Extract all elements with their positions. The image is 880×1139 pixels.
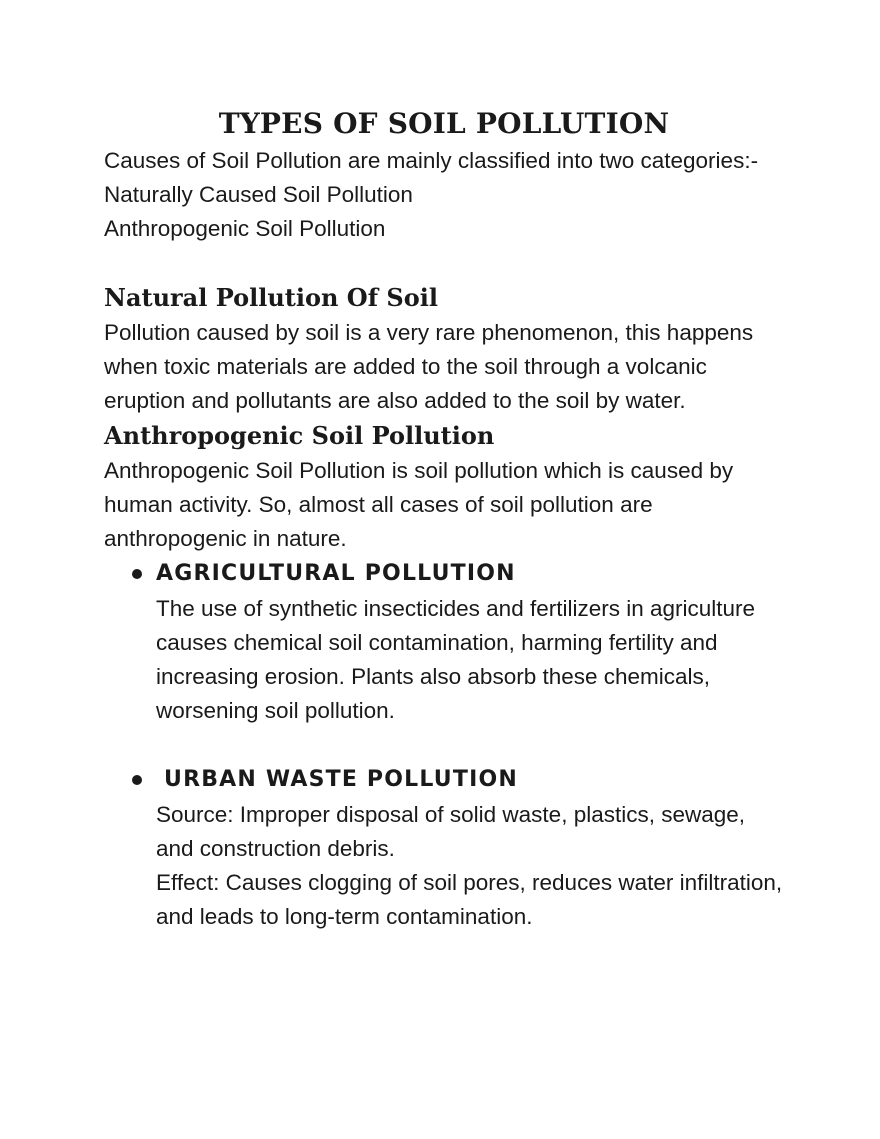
urban-waste-source: Source: Improper disposal of solid waste, plastics, sewage, and construction debris. (156, 802, 746, 861)
category-anthropogenic: Anthropogenic Soil Pollution (104, 216, 386, 241)
bullet-icon (132, 569, 142, 579)
anthropogenic-heading: Anthropogenic Soil Pollution (104, 421, 495, 450)
pollution-types-list (104, 556, 784, 934)
natural-body: Pollution caused by soil is a very rare phenomenon, this happens when toxic materials are added to the soil through a volcanic eruption and pollutants are also added to the soil by water. (104, 320, 754, 413)
intro-text: Causes of Soil Pollution are mainly classified into two categories:- (104, 148, 759, 173)
anthropogenic-body: Anthropogenic Soil Pollution is soil pollution which is caused by human activity. So, almost all cases of soil pollution are anthropogenic in nature. (104, 458, 734, 551)
agricultural-text: The use of synthetic insecticides and fertilizers in agriculture causes chemical soil contamination, harming fertility and increasing erosion. Plants also absorb these chemicals, worsening soil pollution. (156, 596, 756, 723)
spacer (156, 728, 784, 762)
urban-waste-title: URBAN WASTE POLLUTION (164, 767, 518, 792)
list-item-agricultural (104, 556, 784, 762)
bullet-icon (132, 775, 142, 785)
spacer (104, 246, 784, 280)
urban-waste-effect: Effect: Causes clogging of soil pores, reduces water infiltration, and leads to long-term contamination. (156, 870, 783, 929)
natural-heading: Natural Pollution Of Soil (104, 283, 438, 312)
agricultural-title: AGRICULTURAL POLLUTION (156, 561, 516, 586)
category-natural: Naturally Caused Soil Pollution (104, 182, 413, 207)
document-page (104, 104, 784, 934)
page-title: TYPES OF SOIL POLLUTION (218, 107, 670, 140)
list-item-urban-waste (104, 762, 784, 934)
